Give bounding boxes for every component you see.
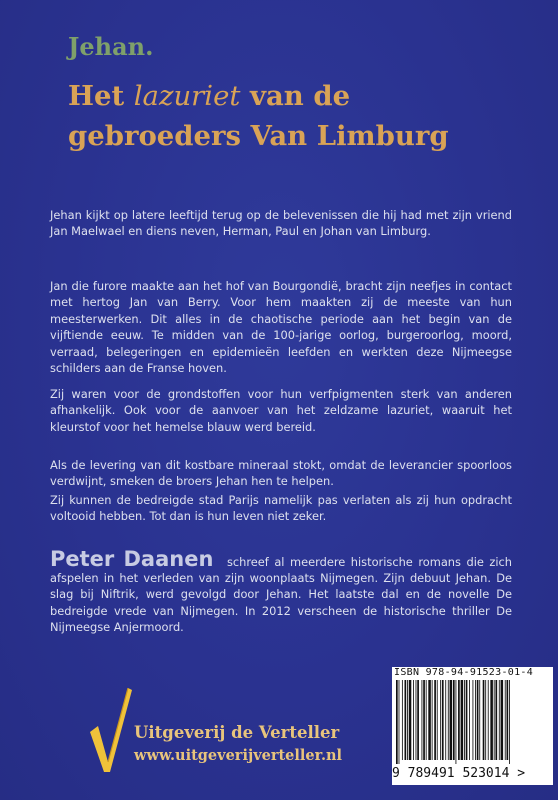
barcode-bar: [416, 680, 417, 760]
barcode-bar: [426, 680, 427, 760]
publisher-url: www.uitgeverijverteller.nl: [134, 747, 343, 764]
barcode-bar: [505, 680, 506, 760]
barcode-bar: [477, 680, 479, 760]
barcode-bar: [464, 680, 465, 760]
barcode-bar: [428, 680, 431, 760]
barcode-bars: [396, 680, 544, 764]
barcode-bar: [442, 680, 444, 760]
barcode-bar: [423, 680, 425, 760]
barcode-bar: [501, 680, 504, 760]
barcode-bar: [448, 680, 449, 760]
barcode-bar: [396, 680, 398, 764]
isbn-label: ISBN 978-94-91523-01-4: [394, 667, 534, 678]
barcode-bar: [495, 680, 497, 760]
barcode-bar: [479, 680, 480, 760]
barcode-bar: [494, 680, 495, 760]
barcode-bar: [466, 680, 468, 760]
barcode-bar: [450, 680, 453, 760]
barcode-bar: [485, 680, 486, 760]
barcode-bar: [499, 680, 500, 760]
blurb-paragraph-3: Zij waren voor de grondstoffen voor hun verfpigmenten sterk van anderen afhankelijk. Ook voor de aanvoer van het zeldzame lazuriet, waaruit het kleurstof voor het hemelse blauw werd bereid.: [50, 387, 512, 434]
barcode-bar: [490, 680, 493, 760]
barcode-bar: [409, 680, 412, 760]
barcode-bar: [456, 680, 457, 764]
barcode-bar: [417, 680, 419, 760]
author-bio: [50, 547, 513, 635]
barcode-bar: [483, 680, 485, 760]
barcode-bar: [440, 680, 441, 760]
barcode-bar: [509, 680, 510, 764]
barcode-bar: [432, 680, 433, 760]
barcode-bar: [488, 680, 489, 760]
barcode-bar: [507, 680, 509, 760]
isbn-barcode: [392, 667, 553, 785]
barcode-bar: [473, 680, 474, 760]
title-italic-word: lazuriet: [133, 80, 241, 112]
barcode-bar: [407, 680, 408, 760]
barcode-bar: [445, 680, 446, 760]
author-name: Peter Daanen: [50, 547, 214, 571]
barcode-bar: [458, 680, 460, 760]
blurb-paragraph-1: Jehan kijkt op latere leeftijd terug op de belevenissen die hij had met zijn vriend Jan Maelwael en diens neven, Herman, Paul en Johan van Limburg.: [50, 208, 512, 239]
barcode-bar: [475, 680, 476, 760]
barcode-bar: [405, 680, 407, 760]
barcode-bar: [413, 680, 414, 760]
blurb-paragraph-4: Als de levering van dit kostbare mineraal stokt, omdat de leverancier spoorloos verdwijnt, smeken de broers Jehan hen te helpen.: [50, 458, 512, 489]
checkmark-pen-logo-icon: [88, 682, 134, 774]
barcode-bar: [461, 680, 464, 760]
barcode-bar: [453, 680, 455, 760]
blurb-paragraph-2: Jan die furore maakte aan het hof van Bourgondië, bracht zijn neefjes in contact met hertog Jan van Berry. Voor hem maakten zij de meeste van hun meesterwerken. Dit alles in de chaotische periode aan het begin van de vijftiende eeuw. Te midden van de 100-jarige oorlog, burgeroorlog, moord, verraad, belegeringen en epidemieën leefden en werkten deze Nijmeegse schilders aan de Franse hoven.: [50, 279, 512, 376]
barcode-bar: [399, 680, 400, 764]
barcode-bar: [422, 680, 423, 760]
blurb-paragraph-5: Zij kunnen de bedreigde stad Parijs namelijk pas verlaten als zij hun opdracht voltooid hebben. Tot dan is hun leven niet zeker.: [50, 493, 512, 524]
barcode-bar: [402, 680, 403, 760]
barcode-bar: [469, 680, 470, 760]
series-title: Jehan.: [68, 32, 154, 61]
barcode-bar: [437, 680, 438, 760]
author-bio-text: schreef al meerdere historische romans die zich afspelen in het verleden van zijn woonplaats Nijmegen. Zijn debuut Jehan. De slag bij Niftrik, werd gevolgd door Jehan. Het laatste dal en de novelle De bedreigde vrede van Nijmegen. In 2012 verscheen de historische thriller De Nijmeegse Anjermoord.: [50, 555, 513, 634]
barcode-bar: [434, 680, 436, 760]
book-title: [68, 76, 449, 156]
title-line2: gebroeders Van Limburg: [68, 120, 449, 152]
title-line1-suffix: van de: [240, 80, 351, 112]
title-line1-prefix: Het: [68, 80, 134, 112]
barcode-number: 9 789491 523014 >: [392, 766, 526, 781]
publisher-name: Uitgeverij de Verteller: [134, 723, 340, 742]
